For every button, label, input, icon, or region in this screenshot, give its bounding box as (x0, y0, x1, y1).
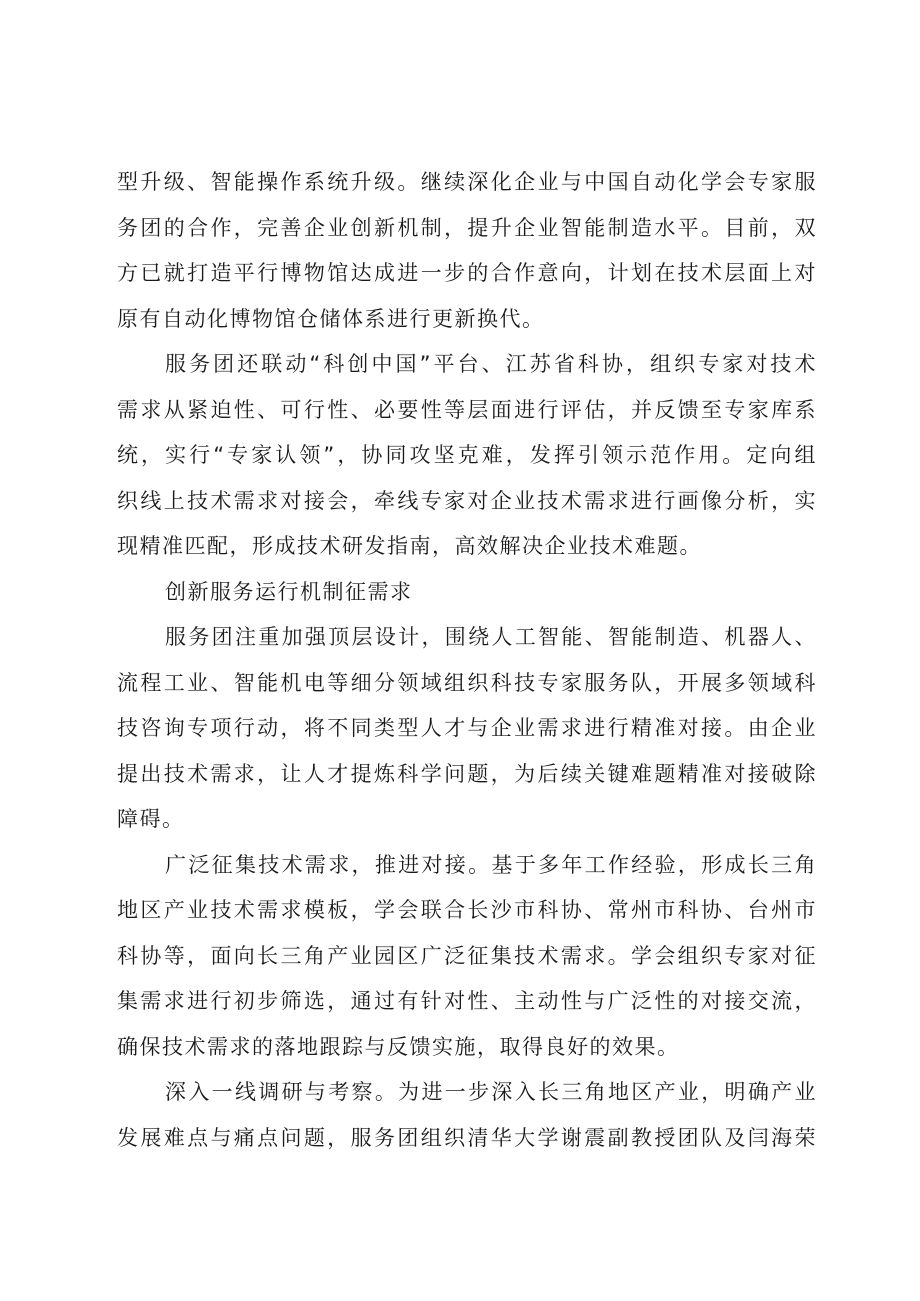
text-line: 科协等，面向长三角产业园区广泛征集技术需求。学会组织专家对征 (117, 943, 817, 968)
text-line: 确保技术需求的落地跟踪与反馈实施，取得良好的效果。 (117, 1034, 680, 1059)
paragraph-4 (117, 843, 817, 1071)
text-line: 务团的合作，完善企业创新机制，提升企业智能制造水平。目前，双 (117, 215, 817, 240)
text-line: 服务团还联动“科创中国”平台、江苏省科协，组织专家对技术 (165, 352, 817, 376)
paragraph-1 (117, 160, 817, 342)
text-line: 织线上技术需求对接会，牵线专家对企业技术需求进行画像分析，实 (117, 488, 817, 513)
paragraph-3 (117, 615, 817, 843)
section-heading: 创新服务运行机制征需求 (165, 579, 413, 604)
text-line: 集需求进行初步筛选，通过有针对性、主动性与广泛性的对接交流， (117, 989, 817, 1013)
text-line: 技咨询专项行动，将不同类型人才与企业需求进行精准对接。由企业 (117, 716, 817, 740)
text-line: 统，实行“专家认领”，协同攻坚克难，发挥引领示范作用。定向组 (117, 443, 817, 467)
text-line: 原有自动化博物馆仓储体系进行更新换代。 (117, 306, 545, 331)
paragraph-5 (117, 1070, 817, 1161)
text-line: 服务团注重加强顶层设计，围绕人工智能、智能制造、机器人、 (165, 625, 817, 649)
paragraph-2 (117, 342, 817, 570)
body-text (117, 160, 817, 1161)
text-line: 发展难点与痛点问题，服务团组织清华大学谢震副教授团队及闫海荣 (117, 1125, 817, 1150)
text-line: 障碍。 (117, 807, 185, 831)
text-line: 流程工业、智能机电等细分领域组织科技专家服务队，开展多领域科 (117, 670, 817, 695)
text-line: 深入一线调研与考察。为进一步深入长三角地区产业，明确产业 (165, 1080, 817, 1104)
text-line: 型升级、智能操作系统升级。继续深化企业与中国自动化学会专家服 (117, 170, 817, 194)
text-line: 地区产业技术需求模板，学会联合长沙市科协、常州市科协、台州市 (117, 898, 817, 922)
text-line: 现精准匹配，形成技术研发指南，高效解决企业技术难题。 (117, 534, 702, 558)
text-line: 方已就打造平行博物馆达成进一步的合作意向，计划在技术层面上对 (117, 261, 817, 285)
text-line: 需求从紧迫性、可行性、必要性等层面进行评估，并反馈至专家库系 (117, 397, 817, 422)
text-line: 广泛征集技术需求，推进对接。基于多年工作经验，形成长三角 (165, 852, 817, 877)
text-line: 提出技术需求，让人才提炼科学问题，为后续关键难题精准对接破除 (117, 761, 817, 786)
